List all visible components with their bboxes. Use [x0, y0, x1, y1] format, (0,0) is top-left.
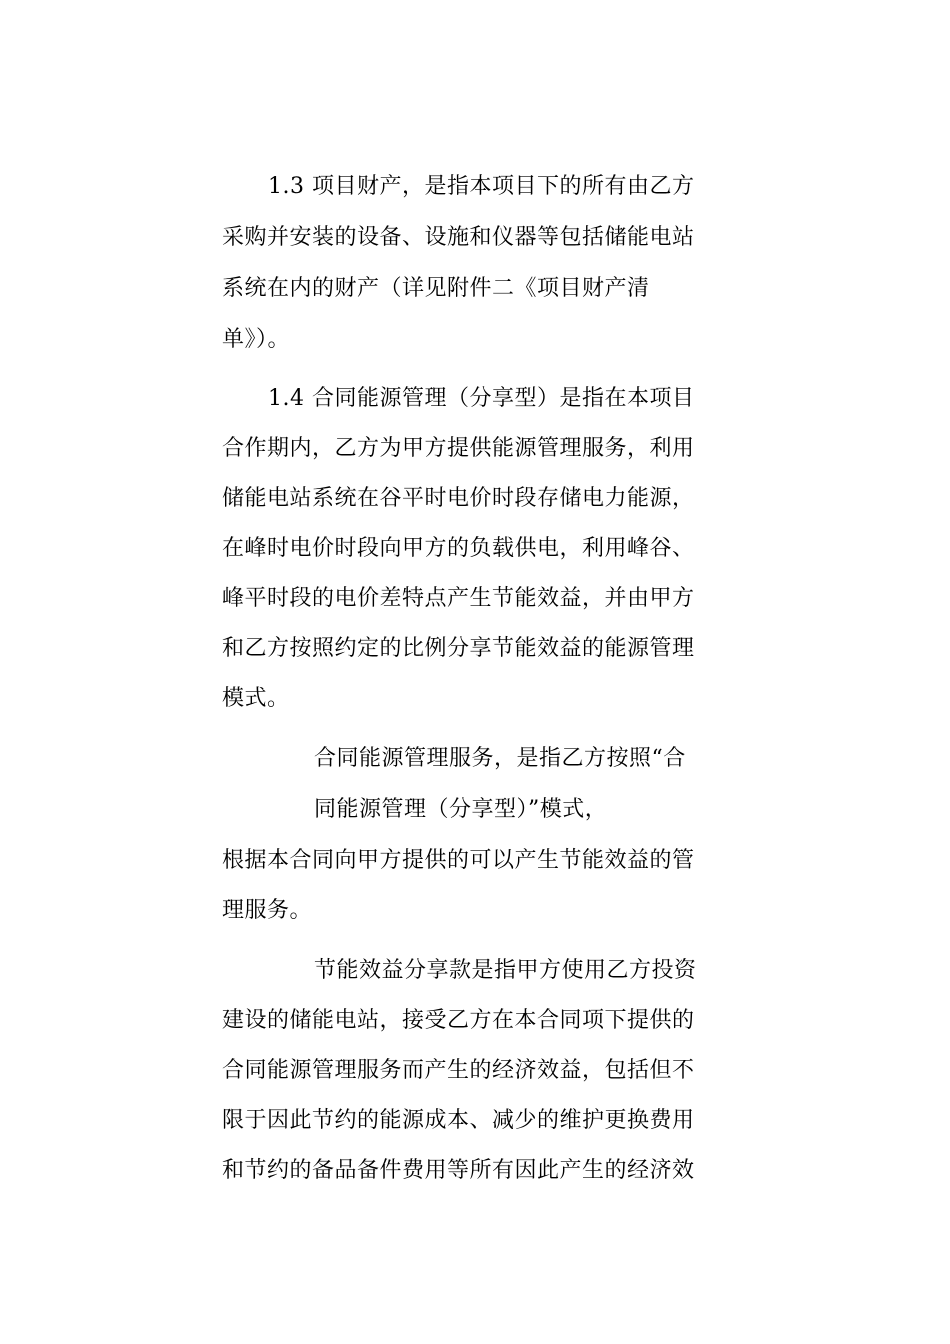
- text-line: 系统在内的财产（详见附件二《项目财产清: [222, 276, 650, 301]
- text-line: 储能电站系统在谷平时电价时段存储电力能源，: [222, 486, 695, 511]
- text-line: 峰平时段的电价差特点产生节能效益，并由甲方: [222, 586, 695, 611]
- text-line: 建设的储能电站，接受乙方在本合同项下提供的: [222, 1008, 695, 1033]
- text-line: 合同能源管理服务，是指乙方按照“合: [314, 746, 686, 771]
- text-line: 和节约的备品备件费用等所有因此产生的经济效: [222, 1158, 695, 1183]
- text-line: 同能源管理（分享型）”模式，: [314, 797, 608, 822]
- text-line: 理服务。: [222, 898, 313, 923]
- text-line: 采购并安装的设备、设施和仪器等包括储能电站: [222, 225, 695, 250]
- text-line: 模式。: [222, 686, 290, 711]
- text-line: 在峰时电价时段向甲方的负载供电，利用峰谷、: [222, 536, 695, 561]
- text-line: 合同能源管理服务而产生的经济效益，包括但不: [222, 1058, 695, 1083]
- text-line: 限于因此节约的能源成本、减少的维护更换费用: [222, 1108, 695, 1133]
- text-line: 单》）。: [222, 327, 291, 352]
- text-line: 1.4 合同能源管理（分享型）是指在本项目: [268, 386, 695, 411]
- text-line: 合作期内，乙方为甲方提供能源管理服务，利用: [222, 436, 695, 461]
- text-line: 节能效益分享款是指甲方使用乙方投资: [314, 958, 697, 983]
- text-line: 根据本合同向甲方提供的可以产生节能效益的管: [222, 848, 695, 873]
- text-line: 1.3 项目财产，是指本项目下的所有由乙方: [268, 174, 695, 199]
- text-line: 和乙方按照约定的比例分享节能效益的能源管理: [222, 636, 695, 661]
